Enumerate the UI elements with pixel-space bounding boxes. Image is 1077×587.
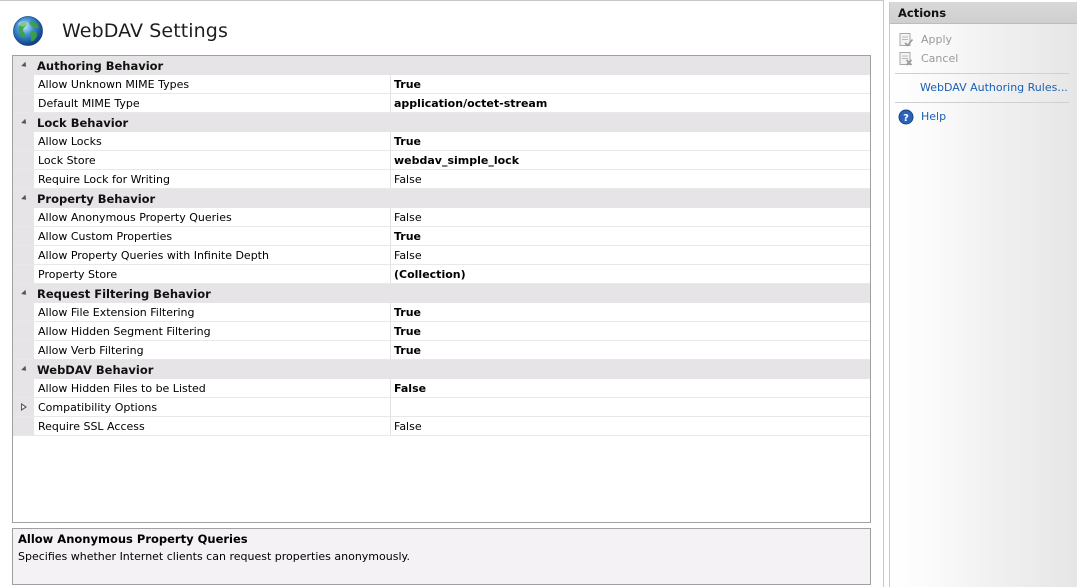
category-row[interactable]	[13, 56, 870, 75]
category-label: Lock Behavior	[37, 115, 129, 130]
property-row[interactable]	[13, 379, 870, 398]
category-label: Property Behavior	[37, 191, 156, 206]
property-value[interactable]: False	[394, 419, 422, 433]
property-value[interactable]: True	[394, 324, 422, 338]
property-value[interactable]: False	[394, 248, 422, 262]
property-name: Compatibility Options	[34, 398, 391, 416]
actions-panel	[889, 2, 1077, 587]
globe-icon	[12, 15, 44, 47]
category-row[interactable]	[13, 284, 870, 303]
row-gutter	[13, 75, 34, 93]
row-gutter	[13, 322, 34, 340]
row-gutter	[13, 303, 34, 321]
category-label: WebDAV Behavior	[37, 362, 154, 377]
property-row[interactable]	[13, 94, 870, 113]
category-row[interactable]	[13, 189, 870, 208]
property-value[interactable]: True	[394, 305, 422, 319]
svg-text:?: ?	[903, 112, 909, 124]
row-gutter	[13, 208, 34, 226]
property-row[interactable]	[13, 322, 870, 341]
actions-separator	[895, 73, 1069, 74]
property-value[interactable]: False	[394, 172, 422, 186]
property-row[interactable]	[13, 341, 870, 360]
actions-header: Actions	[890, 2, 1077, 24]
row-gutter	[13, 94, 34, 112]
property-name: Allow Hidden Segment Filtering	[34, 322, 391, 340]
property-name: Allow Locks	[34, 132, 391, 150]
apply-label: Apply	[921, 33, 953, 46]
property-grid[interactable]	[12, 55, 871, 523]
property-value[interactable]: True	[394, 134, 422, 148]
expanded-triangle-icon	[21, 194, 28, 201]
row-gutter	[13, 132, 34, 150]
property-value[interactable]: webdav_simple_lock	[394, 153, 520, 167]
apply-action[interactable]	[890, 30, 1077, 49]
property-row[interactable]	[13, 246, 870, 265]
category-label: Request Filtering Behavior	[37, 286, 211, 301]
property-row[interactable]	[13, 265, 870, 284]
property-value[interactable]: True	[394, 229, 422, 243]
category-label: Authoring Behavior	[37, 58, 164, 73]
property-name: Property Store	[34, 265, 391, 283]
property-row[interactable]	[13, 170, 870, 189]
property-row[interactable]	[13, 398, 870, 417]
cancel-label: Cancel	[921, 52, 959, 65]
property-row[interactable]	[13, 132, 870, 151]
row-gutter	[13, 265, 34, 283]
property-value[interactable]: True	[394, 343, 422, 357]
collapse-toggle[interactable]	[13, 360, 34, 379]
description-text: Specifies whether Internet clients can request properties anonymously.	[18, 550, 410, 563]
page-title: WebDAV Settings	[62, 20, 228, 42]
property-value[interactable]: False	[394, 210, 422, 224]
actions-separator	[895, 102, 1069, 103]
property-name: Allow Anonymous Property Queries	[34, 208, 391, 226]
property-name: Require Lock for Writing	[34, 170, 391, 188]
property-value[interactable]: (Collection)	[394, 267, 466, 281]
category-row[interactable]	[13, 360, 870, 379]
property-name: Require SSL Access	[34, 417, 391, 435]
collapse-toggle[interactable]	[13, 189, 34, 208]
property-row[interactable]	[13, 151, 870, 170]
expanded-triangle-icon	[21, 365, 28, 372]
property-name: Allow Custom Properties	[34, 227, 391, 245]
collapsed-triangle-icon	[21, 403, 27, 412]
expanded-triangle-icon	[21, 289, 28, 296]
webdav-authoring-rules-label: WebDAV Authoring Rules...	[920, 81, 1068, 94]
property-value[interactable]	[391, 398, 394, 416]
expanded-triangle-icon	[21, 118, 28, 125]
property-name: Allow File Extension Filtering	[34, 303, 391, 321]
row-gutter	[13, 379, 34, 397]
row-gutter	[13, 151, 34, 169]
cancel-action[interactable]	[890, 49, 1077, 68]
property-name: Allow Unknown MIME Types	[34, 75, 391, 93]
property-row[interactable]	[13, 75, 870, 94]
cancel-icon	[898, 51, 914, 67]
collapse-toggle[interactable]	[13, 113, 34, 132]
property-name: Allow Property Queries with Infinite Depth	[34, 246, 391, 264]
help-icon	[898, 109, 914, 125]
row-gutter	[13, 170, 34, 188]
apply-icon	[898, 32, 914, 48]
expanded-triangle-icon	[21, 61, 28, 68]
property-row[interactable]	[13, 303, 870, 322]
description-panel	[12, 528, 871, 585]
help-label: Help	[921, 110, 947, 123]
property-name: Allow Verb Filtering	[34, 341, 391, 359]
row-gutter	[13, 227, 34, 245]
webdav-authoring-rules-link[interactable]	[890, 78, 1077, 97]
collapse-toggle[interactable]	[13, 284, 34, 303]
description-title: Allow Anonymous Property Queries	[18, 532, 248, 546]
page-header	[12, 13, 228, 49]
category-row[interactable]	[13, 113, 870, 132]
row-gutter	[13, 246, 34, 264]
property-name: Allow Hidden Files to be Listed	[34, 379, 391, 397]
collapse-toggle[interactable]	[13, 56, 34, 75]
property-row[interactable]	[13, 227, 870, 246]
property-value[interactable]: True	[394, 77, 422, 91]
property-row[interactable]	[13, 417, 870, 436]
row-gutter	[13, 417, 34, 435]
property-name: Default MIME Type	[34, 94, 391, 112]
property-name: Lock Store	[34, 151, 391, 169]
row-gutter[interactable]	[13, 398, 34, 416]
property-row[interactable]	[13, 208, 870, 227]
property-value[interactable]: application/octet-stream	[394, 96, 548, 110]
help-action[interactable]	[890, 107, 1077, 126]
row-gutter	[13, 341, 34, 359]
property-value[interactable]: False	[394, 381, 427, 395]
